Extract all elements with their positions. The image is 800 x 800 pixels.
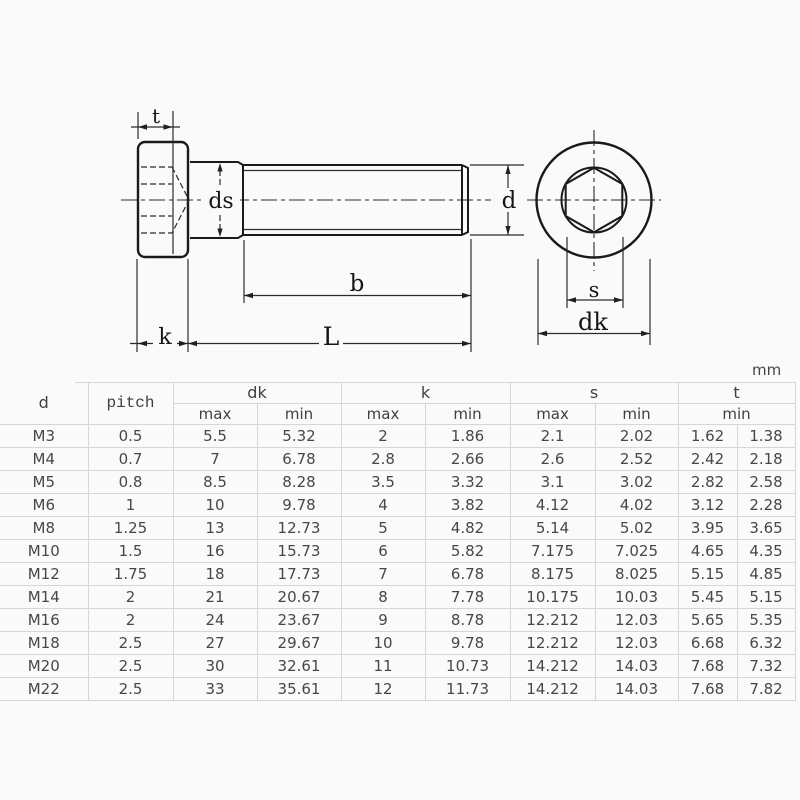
table-cell: M6 [0, 494, 88, 517]
header-row-groups [0, 382, 795, 404]
table-cell: 16 [173, 540, 257, 563]
table-cell: 30 [173, 655, 257, 678]
table-cell: 33 [173, 678, 257, 701]
table-cell: 4.35 [737, 540, 795, 563]
table-row [0, 517, 795, 540]
spec-table-body [0, 425, 795, 701]
dim-label-d: d [501, 188, 517, 214]
table-cell: 1 [88, 494, 173, 517]
table-cell: 5.35 [737, 609, 795, 632]
table-cell: 1.62 [678, 425, 737, 448]
table-cell: 10.03 [595, 586, 678, 609]
col-header-d: d [0, 382, 88, 425]
table-cell: 3.1 [510, 471, 595, 494]
table-cell: 4.02 [595, 494, 678, 517]
table-cell: 2.28 [737, 494, 795, 517]
table-cell: 14.03 [595, 655, 678, 678]
table-cell: 5.32 [257, 425, 341, 448]
table-cell: 5 [341, 517, 425, 540]
dim-label-t: t [151, 104, 161, 128]
dim-label-s: s [588, 278, 600, 302]
dim-label-b: b [349, 271, 365, 297]
table-cell: 4.85 [737, 563, 795, 586]
table-cell: 5.14 [510, 517, 595, 540]
table-cell: 8.78 [425, 609, 510, 632]
table-cell: 3.12 [678, 494, 737, 517]
table-row [0, 609, 795, 632]
table-cell: 4.65 [678, 540, 737, 563]
table-cell: 13 [173, 517, 257, 540]
table-cell: 10.175 [510, 586, 595, 609]
table-cell: 3.65 [737, 517, 795, 540]
table-cell: 6.32 [737, 632, 795, 655]
table-cell: 4 [341, 494, 425, 517]
table-cell: 11.73 [425, 678, 510, 701]
table-cell: 2.5 [88, 655, 173, 678]
table-cell: 2.1 [510, 425, 595, 448]
table-cell: M16 [0, 609, 88, 632]
table-cell: 2 [341, 425, 425, 448]
subheader-dk-min: min [257, 404, 341, 425]
table-cell: 2.58 [737, 471, 795, 494]
table-cell: 10 [341, 632, 425, 655]
table-cell: 2.52 [595, 448, 678, 471]
table-cell: 7 [341, 563, 425, 586]
table-cell: 2.5 [88, 678, 173, 701]
table-cell: 3.5 [341, 471, 425, 494]
table-row [0, 678, 795, 701]
table-cell: 9.78 [257, 494, 341, 517]
table-cell: 5.65 [678, 609, 737, 632]
table-cell: 0.8 [88, 471, 173, 494]
table-cell: M5 [0, 471, 88, 494]
dim-label-k: k [158, 325, 172, 350]
table-cell: 8.175 [510, 563, 595, 586]
table-cell: 7.78 [425, 586, 510, 609]
table-cell: 5.82 [425, 540, 510, 563]
table-cell: 1.38 [737, 425, 795, 448]
table-cell: 32.61 [257, 655, 341, 678]
table-cell: 29.67 [257, 632, 341, 655]
table-cell: 3.82 [425, 494, 510, 517]
table-cell: M14 [0, 586, 88, 609]
table-row [0, 563, 795, 586]
table-cell: 8.025 [595, 563, 678, 586]
table-cell: M22 [0, 678, 88, 701]
table-cell: 6.68 [678, 632, 737, 655]
table-cell: 2.8 [341, 448, 425, 471]
table-cell: 12.03 [595, 632, 678, 655]
table-cell: 14.03 [595, 678, 678, 701]
table-cell: 21 [173, 586, 257, 609]
table-row [0, 494, 795, 517]
table-cell: 2 [88, 609, 173, 632]
table-cell: 10.73 [425, 655, 510, 678]
table-cell: 1.86 [425, 425, 510, 448]
table-cell: 12 [341, 678, 425, 701]
table-cell: 1.5 [88, 540, 173, 563]
table-cell: 18 [173, 563, 257, 586]
unit-label: mm [752, 361, 782, 379]
table-cell: 7 [173, 448, 257, 471]
table-cell: M20 [0, 655, 88, 678]
table-cell: M12 [0, 563, 88, 586]
subheader-dk-max: max [173, 404, 257, 425]
table-cell: 0.7 [88, 448, 173, 471]
table-cell: M4 [0, 448, 88, 471]
table-cell: 24 [173, 609, 257, 632]
table-cell: 20.67 [257, 586, 341, 609]
table-cell: 14.212 [510, 655, 595, 678]
table-cell: 27 [173, 632, 257, 655]
table-cell: 7.32 [737, 655, 795, 678]
table-cell: 12.212 [510, 632, 595, 655]
table-row [0, 586, 795, 609]
table-cell: 12.03 [595, 609, 678, 632]
table-cell: 23.67 [257, 609, 341, 632]
table-cell: 2.42 [678, 448, 737, 471]
spec-table [0, 382, 796, 701]
table-cell: 12.212 [510, 609, 595, 632]
table-row [0, 448, 795, 471]
dim-label-L: L [322, 322, 340, 351]
subheader-k-max: max [341, 404, 425, 425]
table-cell: 2.82 [678, 471, 737, 494]
table-cell: 8.28 [257, 471, 341, 494]
table-cell: 9.78 [425, 632, 510, 655]
table-cell: 1.75 [88, 563, 173, 586]
table-cell: 9 [341, 609, 425, 632]
table-cell: 8.5 [173, 471, 257, 494]
subheader-s-min: min [595, 404, 678, 425]
table-cell: 8 [341, 586, 425, 609]
table-cell: 4.82 [425, 517, 510, 540]
col-header-pitch: pitch [88, 382, 173, 425]
table-cell: 2.66 [425, 448, 510, 471]
table-cell: 15.73 [257, 540, 341, 563]
table-cell: M18 [0, 632, 88, 655]
col-group-t: t [678, 382, 795, 404]
table-cell: 7.68 [678, 655, 737, 678]
table-cell: 5.15 [737, 586, 795, 609]
spec-table-head [0, 382, 795, 425]
table-cell: 3.95 [678, 517, 737, 540]
table-cell: 2.18 [737, 448, 795, 471]
table-row [0, 471, 795, 494]
table-cell: 14.212 [510, 678, 595, 701]
table-row [0, 540, 795, 563]
table-cell: 35.61 [257, 678, 341, 701]
table-cell: 7.175 [510, 540, 595, 563]
table-cell: 5.02 [595, 517, 678, 540]
table-cell: M8 [0, 517, 88, 540]
table-cell: 7.82 [737, 678, 795, 701]
table-cell: 10 [173, 494, 257, 517]
table-cell: M10 [0, 540, 88, 563]
table-cell: 2.02 [595, 425, 678, 448]
subheader-s-max: max [510, 404, 595, 425]
table-cell: 6.78 [425, 563, 510, 586]
table-cell: 12.73 [257, 517, 341, 540]
table-cell: 2 [88, 586, 173, 609]
table-cell: 2.6 [510, 448, 595, 471]
col-group-dk: dk [173, 382, 341, 404]
subheader-t-min: min [678, 404, 795, 425]
dim-label-ds: ds [208, 189, 234, 214]
table-cell: 6.78 [257, 448, 341, 471]
col-group-s: s [510, 382, 678, 404]
table-cell: 5.45 [678, 586, 737, 609]
table-row [0, 425, 795, 448]
col-group-k: k [341, 382, 510, 404]
table-cell: 7.68 [678, 678, 737, 701]
table-cell: 7.025 [595, 540, 678, 563]
table-cell: 4.12 [510, 494, 595, 517]
table-cell: 1.25 [88, 517, 173, 540]
table-cell: 2.5 [88, 632, 173, 655]
end-view [527, 130, 661, 345]
dim-label-dk: dk [578, 308, 608, 336]
side-view [121, 104, 524, 352]
table-cell: 11 [341, 655, 425, 678]
table-cell: 3.32 [425, 471, 510, 494]
table-row [0, 632, 795, 655]
table-cell: 6 [341, 540, 425, 563]
table-cell: 17.73 [257, 563, 341, 586]
screw-technical-drawing [0, 0, 800, 380]
table-row [0, 655, 795, 678]
table-cell: 5.5 [173, 425, 257, 448]
table-cell: 5.15 [678, 563, 737, 586]
table-cell: 3.02 [595, 471, 678, 494]
table-cell: M3 [0, 425, 88, 448]
subheader-k-min: min [425, 404, 510, 425]
table-cell: 0.5 [88, 425, 173, 448]
